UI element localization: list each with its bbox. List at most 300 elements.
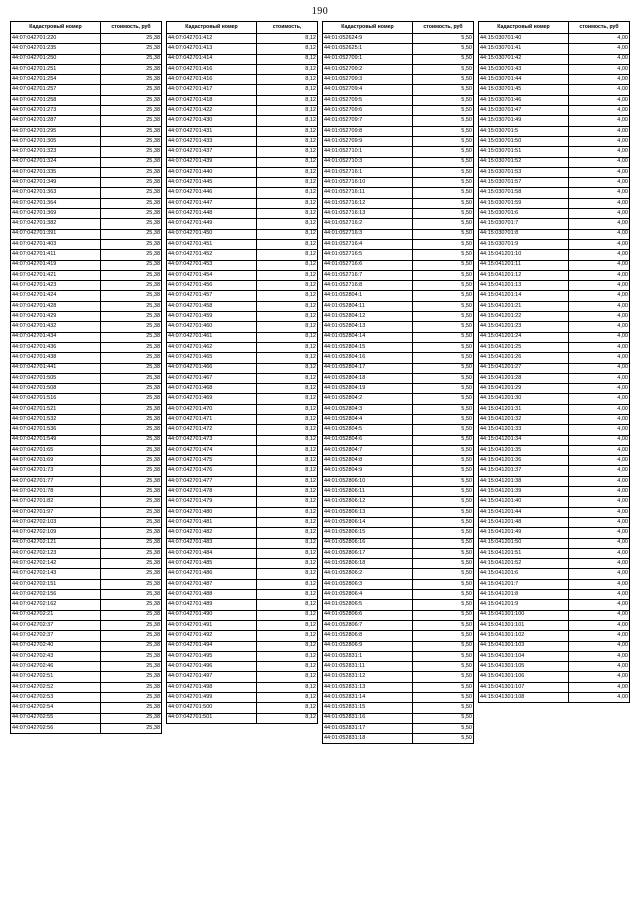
table-row <box>167 620 318 630</box>
cell-cadastral-number: 44:07:042701:454 <box>167 270 257 280</box>
cell-value: 8,12 <box>257 44 318 54</box>
table-body-4 <box>479 34 630 703</box>
cell-value: 4,00 <box>569 312 630 322</box>
cell-cadastral-number: 44:07:042701:492 <box>167 631 257 641</box>
table-row <box>167 487 318 497</box>
table-row <box>479 548 630 558</box>
cell-value: 4,00 <box>569 507 630 517</box>
cell-value: 8,12 <box>257 167 318 177</box>
cadastral-table-4 <box>478 21 630 703</box>
table-row <box>11 239 162 249</box>
cell-cadastral-number: 44:15:041201:44 <box>479 507 569 517</box>
table-row <box>323 703 474 713</box>
cell-value: 25,38 <box>101 548 162 558</box>
cell-cadastral-number: 44:15:030701:44 <box>479 75 569 85</box>
cell-cadastral-number: 44:01:052804:4 <box>323 414 413 424</box>
table-row <box>479 363 630 373</box>
cell-cadastral-number: 44:01:052806:14 <box>323 517 413 527</box>
column-header-value: стоимость, руб <box>101 22 162 34</box>
cell-value: 8,12 <box>257 476 318 486</box>
table-row <box>479 487 630 497</box>
cell-value: 25,38 <box>101 188 162 198</box>
cell-value: 5,50 <box>413 322 474 332</box>
cell-cadastral-number: 44:07:042701:220 <box>11 34 101 44</box>
cell-cadastral-number: 44:01:052804:18 <box>323 373 413 383</box>
header-row <box>479 22 630 34</box>
cell-value: 8,12 <box>257 548 318 558</box>
cell-cadastral-number: 44:15:041201:52 <box>479 559 569 569</box>
cell-value: 8,12 <box>257 631 318 641</box>
cell-value: 8,12 <box>257 373 318 383</box>
table-row <box>479 641 630 651</box>
cell-cadastral-number: 44:15:041201:9 <box>479 600 569 610</box>
table-row <box>167 64 318 74</box>
cell-value: 25,38 <box>101 620 162 630</box>
cell-value: 8,12 <box>257 363 318 373</box>
cell-cadastral-number: 44:07:042701:479 <box>167 497 257 507</box>
cell-value: 25,38 <box>101 322 162 332</box>
table-row <box>323 281 474 291</box>
cell-cadastral-number: 44:15:030701:47 <box>479 106 569 116</box>
table-row <box>11 487 162 497</box>
column-header-cadastral-number: Кадастровый номер <box>11 22 101 34</box>
table-row <box>11 445 162 455</box>
cell-value: 4,00 <box>569 332 630 342</box>
column-header-cadastral-number: Кадастровый номер <box>167 22 257 34</box>
cell-value: 4,00 <box>569 631 630 641</box>
table-row <box>479 178 630 188</box>
cell-value: 4,00 <box>569 85 630 95</box>
table-row <box>479 270 630 280</box>
cell-value: 5,50 <box>413 270 474 280</box>
cell-value: 8,12 <box>257 466 318 476</box>
cell-cadastral-number: 44:15:041201:48 <box>479 517 569 527</box>
table-row <box>323 363 474 373</box>
cell-cadastral-number: 44:01:052709:5 <box>323 95 413 105</box>
cell-cadastral-number: 44:15:041301:108 <box>479 693 569 703</box>
cell-value: 25,38 <box>101 610 162 620</box>
cell-cadastral-number: 44:07:042701:250 <box>11 54 101 64</box>
table-row <box>323 693 474 703</box>
cell-cadastral-number: 44:15:030701:40 <box>479 34 569 44</box>
table-row <box>479 353 630 363</box>
cell-cadastral-number: 44:15:041201:7 <box>479 579 569 589</box>
table-row <box>323 713 474 723</box>
table-row <box>11 404 162 414</box>
cell-cadastral-number: 44:07:042701:516 <box>11 394 101 404</box>
cell-cadastral-number: 44:01:052804:5 <box>323 425 413 435</box>
table-row <box>11 312 162 322</box>
cell-cadastral-number: 44:15:041201:35 <box>479 445 569 455</box>
cell-value: 8,12 <box>257 229 318 239</box>
table-row <box>479 157 630 167</box>
cell-cadastral-number: 44:01:052806:12 <box>323 497 413 507</box>
cell-value: 8,12 <box>257 435 318 445</box>
cell-cadastral-number: 44:07:042701:441 <box>11 363 101 373</box>
table-row <box>11 64 162 74</box>
cell-cadastral-number: 44:01:052709:1 <box>323 54 413 64</box>
cell-value: 25,38 <box>101 229 162 239</box>
cell-cadastral-number: 44:15:030701:9 <box>479 239 569 249</box>
cell-value: 5,50 <box>413 435 474 445</box>
table-row <box>479 445 630 455</box>
cell-value: 4,00 <box>569 414 630 424</box>
cell-value: 25,38 <box>101 209 162 219</box>
table-row <box>11 85 162 95</box>
cell-cadastral-number: 44:15:041201:28 <box>479 373 569 383</box>
cell-cadastral-number: 44:01:052806:8 <box>323 631 413 641</box>
table-header-1 <box>11 22 162 34</box>
cell-cadastral-number: 44:01:052710:3 <box>323 157 413 167</box>
table-row <box>167 363 318 373</box>
cell-value: 25,38 <box>101 126 162 136</box>
cell-cadastral-number: 44:07:042701:476 <box>167 466 257 476</box>
cell-value: 4,00 <box>569 342 630 352</box>
table-row <box>167 662 318 672</box>
cell-value: 25,38 <box>101 497 162 507</box>
table-body-1 <box>11 34 162 734</box>
table-row <box>167 301 318 311</box>
cell-cadastral-number: 44:07:042701:235 <box>11 44 101 54</box>
table-row <box>167 466 318 476</box>
cell-value: 25,38 <box>101 106 162 116</box>
table-row <box>323 579 474 589</box>
table-row <box>323 178 474 188</box>
cell-cadastral-number: 44:15:041201:51 <box>479 548 569 558</box>
cell-value: 5,50 <box>413 363 474 373</box>
cell-value: 25,38 <box>101 54 162 64</box>
cell-value: 25,38 <box>101 703 162 713</box>
cell-cadastral-number: 44:07:042702:55 <box>11 713 101 723</box>
cell-cadastral-number: 44:07:042701:477 <box>167 476 257 486</box>
cell-value: 4,00 <box>569 466 630 476</box>
cell-value: 8,12 <box>257 34 318 44</box>
cell-value: 5,50 <box>413 456 474 466</box>
table-row <box>11 600 162 610</box>
cell-cadastral-number: 44:07:042701:69 <box>11 456 101 466</box>
cell-cadastral-number: 44:07:042702:143 <box>11 569 101 579</box>
cell-value: 4,00 <box>569 95 630 105</box>
table-row <box>167 270 318 280</box>
cell-cadastral-number: 44:07:042701:424 <box>11 291 101 301</box>
cell-value: 4,00 <box>569 270 630 280</box>
table-row <box>479 64 630 74</box>
table-row <box>167 167 318 177</box>
table-row <box>11 106 162 116</box>
table-row <box>323 34 474 44</box>
cell-cadastral-number: 44:07:042701:436 <box>11 342 101 352</box>
cell-value: 8,12 <box>257 239 318 249</box>
table-row <box>323 260 474 270</box>
cell-cadastral-number: 44:15:041201:23 <box>479 322 569 332</box>
cell-cadastral-number: 44:01:052716:6 <box>323 260 413 270</box>
table-row <box>167 260 318 270</box>
cell-value: 8,12 <box>257 662 318 672</box>
cell-cadastral-number: 44:07:042701:471 <box>167 414 257 424</box>
table-row <box>167 517 318 527</box>
table-row <box>479 682 630 692</box>
cell-value: 25,38 <box>101 435 162 445</box>
table-row <box>479 559 630 569</box>
table-row <box>11 662 162 672</box>
cell-cadastral-number: 44:15:030701:41 <box>479 44 569 54</box>
cadastral-table-1 <box>10 21 162 734</box>
table-row <box>323 404 474 414</box>
cell-cadastral-number: 44:07:042701:497 <box>167 672 257 682</box>
cell-cadastral-number: 44:07:042701:323 <box>11 147 101 157</box>
cell-value: 4,00 <box>569 404 630 414</box>
table-row <box>323 507 474 517</box>
cell-value: 5,50 <box>413 425 474 435</box>
cell-cadastral-number: 44:07:042702:162 <box>11 600 101 610</box>
cell-value: 4,00 <box>569 136 630 146</box>
table-wrapper-1 <box>10 21 162 734</box>
cell-value: 25,38 <box>101 651 162 661</box>
cell-cadastral-number: 44:07:042701:456 <box>167 281 257 291</box>
cell-value: 8,12 <box>257 425 318 435</box>
table-row <box>11 384 162 394</box>
table-row <box>323 353 474 363</box>
table-row <box>479 322 630 332</box>
cell-value: 5,50 <box>413 342 474 352</box>
table-row <box>167 456 318 466</box>
cell-cadastral-number: 44:01:052804:7 <box>323 445 413 455</box>
cell-cadastral-number: 44:07:042701:428 <box>11 301 101 311</box>
cell-cadastral-number: 44:07:042701:287 <box>11 116 101 126</box>
table-row <box>11 610 162 620</box>
cell-cadastral-number: 44:15:041301:105 <box>479 662 569 672</box>
cell-value: 4,00 <box>569 487 630 497</box>
table-row <box>479 507 630 517</box>
cell-value: 4,00 <box>569 157 630 167</box>
cell-value: 8,12 <box>257 291 318 301</box>
cell-cadastral-number: 44:07:042701:447 <box>167 198 257 208</box>
cell-value: 4,00 <box>569 147 630 157</box>
cell-cadastral-number: 44:07:042701:465 <box>167 353 257 363</box>
table-row <box>479 404 630 414</box>
table-row <box>167 54 318 64</box>
table-row <box>11 713 162 723</box>
cell-cadastral-number: 44:15:041201:14 <box>479 291 569 301</box>
cell-cadastral-number: 44:15:030701:8 <box>479 229 569 239</box>
cell-cadastral-number: 44:01:052804:16 <box>323 353 413 363</box>
table-row <box>323 672 474 682</box>
cell-cadastral-number: 44:15:041201:29 <box>479 384 569 394</box>
cell-cadastral-number: 44:01:052710:1 <box>323 147 413 157</box>
table-row <box>11 260 162 270</box>
cell-cadastral-number: 44:15:041201:26 <box>479 353 569 363</box>
table-row <box>323 54 474 64</box>
cell-cadastral-number: 44:15:041201:21 <box>479 301 569 311</box>
cell-value: 25,38 <box>101 600 162 610</box>
table-row <box>479 620 630 630</box>
table-row <box>479 435 630 445</box>
cell-value: 25,38 <box>101 250 162 260</box>
cell-cadastral-number: 44:15:041301:103 <box>479 641 569 651</box>
cell-cadastral-number: 44:15:030701:5 <box>479 126 569 136</box>
cell-value: 5,50 <box>413 528 474 538</box>
cell-value: 5,50 <box>413 394 474 404</box>
cell-cadastral-number: 44:07:042702:40 <box>11 641 101 651</box>
cell-value: 25,38 <box>101 219 162 229</box>
table-row <box>479 332 630 342</box>
cell-value: 25,38 <box>101 559 162 569</box>
cell-value: 25,38 <box>101 373 162 383</box>
table-row <box>479 672 630 682</box>
cell-cadastral-number: 44:07:042701:419 <box>11 260 101 270</box>
cell-value: 5,50 <box>413 414 474 424</box>
cell-value: 4,00 <box>569 167 630 177</box>
table-row <box>479 54 630 64</box>
cell-value: 5,50 <box>413 188 474 198</box>
cell-cadastral-number: 44:15:041201:37 <box>479 466 569 476</box>
cell-value: 25,38 <box>101 404 162 414</box>
table-row <box>323 188 474 198</box>
cell-cadastral-number: 44:07:042701:466 <box>167 363 257 373</box>
cell-cadastral-number: 44:01:052625:1 <box>323 44 413 54</box>
cell-value: 4,00 <box>569 517 630 527</box>
cell-value: 25,38 <box>101 291 162 301</box>
cell-value: 4,00 <box>569 425 630 435</box>
table-header-2 <box>167 22 318 34</box>
cell-value: 8,12 <box>257 641 318 651</box>
cell-cadastral-number: 44:07:042701:77 <box>11 476 101 486</box>
cell-value: 8,12 <box>257 281 318 291</box>
table-row <box>167 353 318 363</box>
cell-value: 25,38 <box>101 590 162 600</box>
cell-cadastral-number: 44:07:042701:460 <box>167 322 257 332</box>
cell-value: 5,50 <box>413 693 474 703</box>
cell-value: 5,50 <box>413 538 474 548</box>
cell-cadastral-number: 44:07:042701:478 <box>167 487 257 497</box>
table-row <box>11 620 162 630</box>
table-row <box>323 610 474 620</box>
cell-value: 5,50 <box>413 34 474 44</box>
cell-cadastral-number: 44:01:052709:2 <box>323 64 413 74</box>
table-row <box>479 610 630 620</box>
table-row <box>11 466 162 476</box>
table-row <box>11 95 162 105</box>
cell-value: 4,00 <box>569 353 630 363</box>
table-row <box>167 147 318 157</box>
cell-value: 4,00 <box>569 610 630 620</box>
cell-cadastral-number: 44:07:042702:53 <box>11 693 101 703</box>
cell-cadastral-number: 44:01:052716:7 <box>323 270 413 280</box>
cell-value: 8,12 <box>257 600 318 610</box>
table-row <box>167 322 318 332</box>
cell-value: 4,00 <box>569 651 630 661</box>
table-row <box>167 425 318 435</box>
table-row <box>11 353 162 363</box>
cell-value: 25,38 <box>101 414 162 424</box>
table-row <box>167 651 318 661</box>
cell-cadastral-number: 44:01:052806:15 <box>323 528 413 538</box>
cell-cadastral-number: 44:15:030701:50 <box>479 136 569 146</box>
table-row <box>167 116 318 126</box>
table-row <box>323 600 474 610</box>
cell-cadastral-number: 44:01:052806:16 <box>323 538 413 548</box>
table-wrapper-4 <box>478 21 630 703</box>
cell-cadastral-number: 44:07:042701:97 <box>11 507 101 517</box>
table-row <box>323 85 474 95</box>
cell-value: 5,50 <box>413 126 474 136</box>
table-row <box>11 75 162 85</box>
table-row <box>167 106 318 116</box>
cell-value: 4,00 <box>569 600 630 610</box>
table-row <box>11 559 162 569</box>
table-row <box>167 641 318 651</box>
table-row <box>479 116 630 126</box>
column-header-value: стоимость, руб <box>569 22 630 34</box>
table-row <box>479 569 630 579</box>
table-row <box>323 198 474 208</box>
cell-cadastral-number: 44:15:030701:42 <box>479 54 569 64</box>
table-row <box>11 322 162 332</box>
cadastral-table-2 <box>166 21 318 724</box>
cell-value: 4,00 <box>569 260 630 270</box>
cell-cadastral-number: 44:15:041201:24 <box>479 332 569 342</box>
table-row <box>167 682 318 692</box>
table-row <box>323 322 474 332</box>
table-row <box>167 384 318 394</box>
table-row <box>479 384 630 394</box>
table-row <box>167 445 318 455</box>
table-row <box>479 538 630 548</box>
table-row <box>167 579 318 589</box>
cell-value: 4,00 <box>569 239 630 249</box>
table-row <box>479 75 630 85</box>
cell-value: 25,38 <box>101 342 162 352</box>
cell-value: 5,50 <box>413 507 474 517</box>
cell-value: 25,38 <box>101 178 162 188</box>
cell-value: 5,50 <box>413 682 474 692</box>
table-row <box>11 250 162 260</box>
tables-container <box>10 21 630 744</box>
cell-cadastral-number: 44:15:041201:33 <box>479 425 569 435</box>
table-row <box>167 631 318 641</box>
column-header-cadastral-number: Кадастровый номер <box>323 22 413 34</box>
cell-cadastral-number: 44:07:042701:508 <box>11 384 101 394</box>
cell-value: 25,38 <box>101 363 162 373</box>
cell-cadastral-number: 44:07:042701:457 <box>167 291 257 301</box>
cell-cadastral-number: 44:07:042701:521 <box>11 404 101 414</box>
table-row <box>323 64 474 74</box>
cell-value: 8,12 <box>257 620 318 630</box>
cell-cadastral-number: 44:07:042702:56 <box>11 723 101 733</box>
table-row <box>479 126 630 136</box>
cell-value: 25,38 <box>101 476 162 486</box>
table-row <box>479 260 630 270</box>
table-row <box>479 229 630 239</box>
cell-value: 8,12 <box>257 64 318 74</box>
table-row <box>167 229 318 239</box>
cell-value: 4,00 <box>569 373 630 383</box>
page-number: 190 <box>311 6 329 17</box>
cell-cadastral-number: 44:07:042701:472 <box>167 425 257 435</box>
cell-value: 8,12 <box>257 497 318 507</box>
cell-value: 25,38 <box>101 75 162 85</box>
cell-cadastral-number: 44:07:042701:450 <box>167 229 257 239</box>
table-header-3 <box>323 22 474 34</box>
cell-value: 5,50 <box>413 291 474 301</box>
cell-value: 4,00 <box>569 693 630 703</box>
cell-cadastral-number: 44:01:052624:9 <box>323 34 413 44</box>
table-row <box>479 95 630 105</box>
cell-cadastral-number: 44:15:030701:51 <box>479 147 569 157</box>
cell-value: 8,12 <box>257 610 318 620</box>
cell-cadastral-number: 44:07:042701:482 <box>167 528 257 538</box>
cell-value: 5,50 <box>413 95 474 105</box>
